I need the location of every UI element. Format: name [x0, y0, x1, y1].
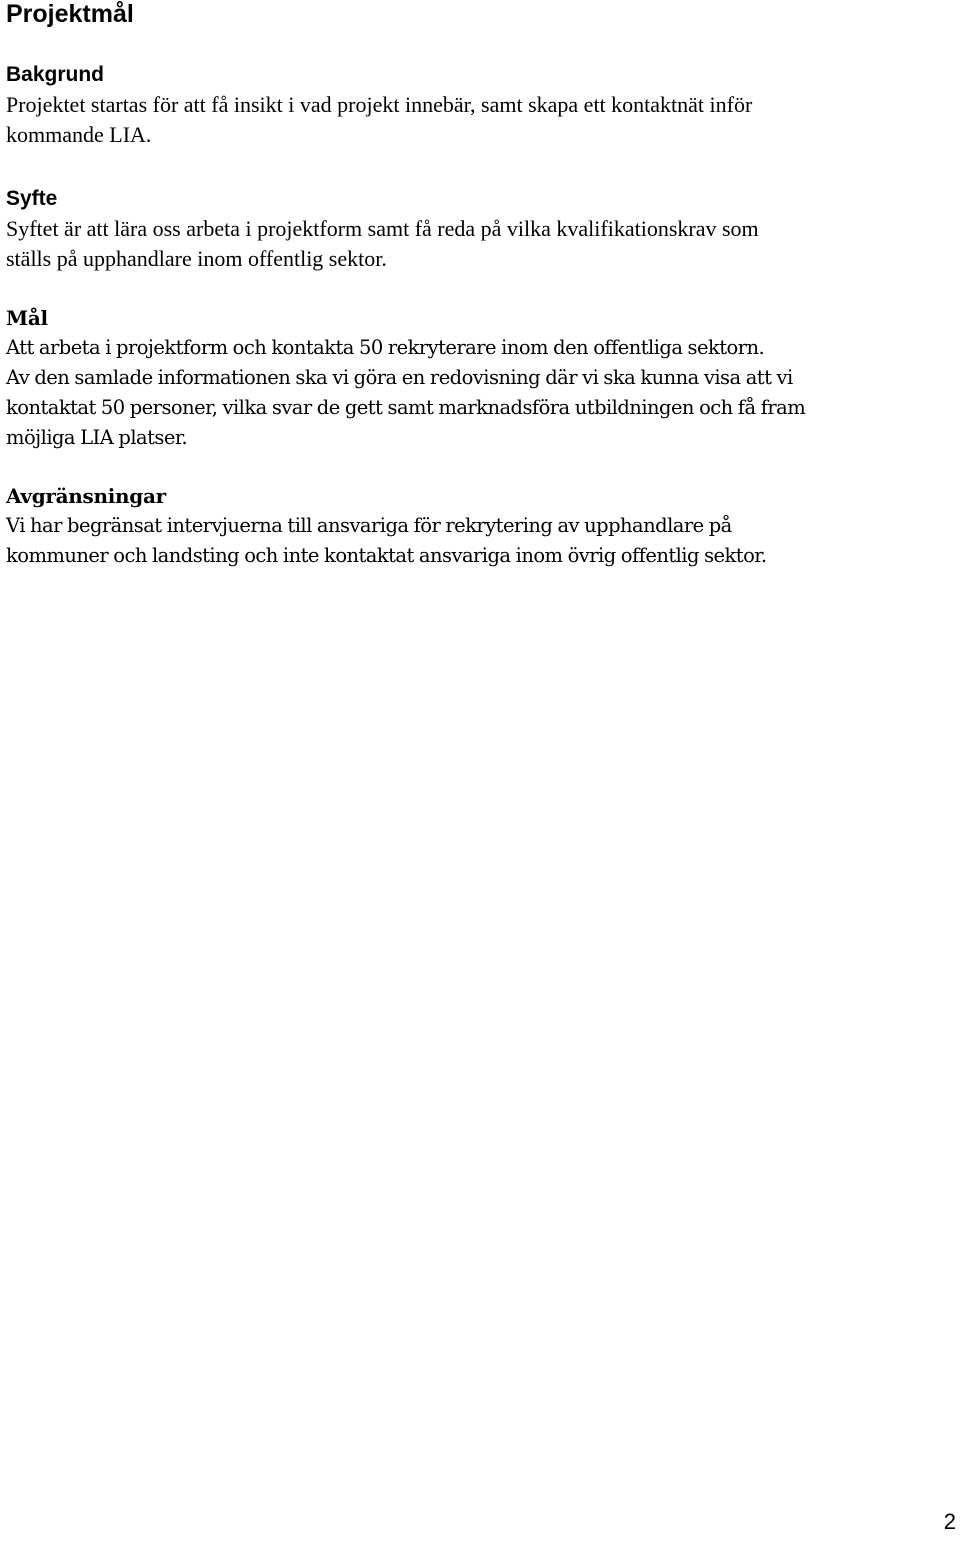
section-body-avgransningar: Vi har begränsat intervjuerna till ansvariga för rekrytering av upphandlare på kommuner och landsting och inte kontaktat ansvariga inom övrig offentlig sektor. — [6, 514, 767, 567]
section-avgransningar — [6, 481, 946, 571]
section-mal — [6, 303, 946, 453]
section-heading-bakgrund: Bakgrund — [6, 63, 105, 86]
section-syfte — [6, 184, 946, 274]
section-body-mal: Att arbeta i projektform och kontakta 50 rekryterare inom den offentliga sektorn. Av den samlade informationen ska vi göra en redovisning där vi ska kunna visa att vi kontaktat 50 personer, vilka svar de gett samt marknadsföra utbildningen och få fram möjliga LIA platser. — [6, 336, 806, 449]
section-heading-syfte: Syfte — [6, 187, 58, 210]
page-number: 2 — [943, 1509, 956, 1534]
section-bakgrund — [6, 60, 946, 150]
page-title: Projektmål — [6, 0, 134, 28]
section-body-bakgrund: Projektet startas för att få insikt i vad projekt innebär, samt skapa ett kontaktnät inför kommande LIA. — [6, 92, 753, 147]
section-body-syfte: Syftet är att lära oss arbeta i projektform samt få reda på vilka kvalifikationskrav som ställs på upphandlare inom offentlig sektor. — [6, 216, 759, 271]
section-heading-avgransningar: Avgränsningar — [6, 484, 166, 508]
section-heading-mal: Mål — [6, 306, 48, 330]
